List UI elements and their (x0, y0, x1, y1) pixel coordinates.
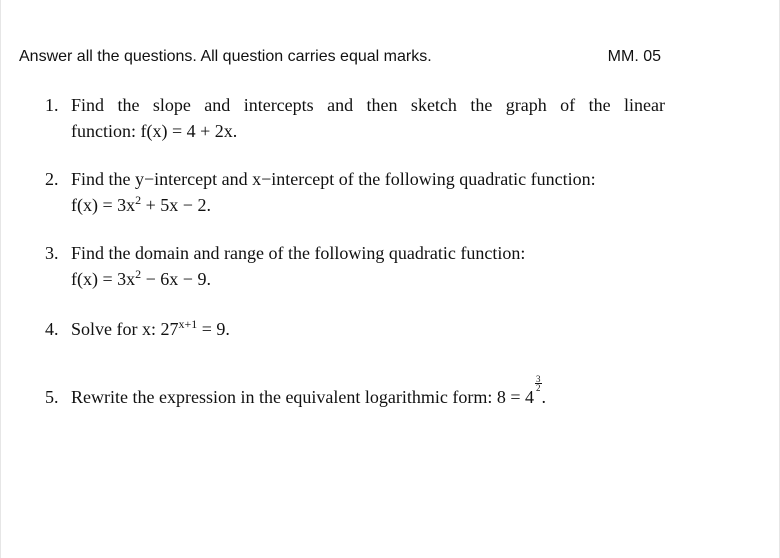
fraction-numerator: 3 (536, 374, 541, 384)
question-2 (45, 166, 596, 218)
equation (45, 192, 596, 218)
equation-start: f(x) = 3x (71, 195, 136, 215)
question-3 (45, 240, 525, 292)
question-text: Find the y−intercept and x−intercept of the following quadratic function: (71, 169, 596, 189)
equation-end: + 5x − 2. (141, 195, 211, 215)
question-number: 4. (45, 319, 59, 339)
exponent: 2 (135, 267, 142, 281)
question-4 (45, 316, 230, 342)
question-text: Find the slope and intercepts and then sketch the graph of the linear (71, 95, 665, 115)
question-number: 3. (45, 243, 59, 263)
equation (45, 266, 525, 292)
question-number: 2. (45, 169, 59, 189)
equation-start: f(x) = 3x (71, 269, 136, 289)
question-number: 1. (45, 95, 59, 115)
question-text-end: . (541, 387, 547, 407)
exponent: x+1 (178, 317, 198, 331)
question-text: Find the domain and range of the following quadratic function: (71, 243, 526, 263)
question-number: 5. (45, 387, 59, 407)
fraction-denominator: 2 (536, 383, 541, 393)
question-text: Rewrite the expression in the equivalent logarithmic form: 8 = 4 (71, 387, 535, 407)
exponent: 2 (135, 193, 142, 207)
instructions-text: Answer all the questions. All question carries equal marks. (19, 48, 432, 65)
question-5 (45, 375, 546, 410)
course-code: MM. 05 (607, 48, 661, 65)
question-1 (45, 92, 665, 144)
question-text: Solve for x: 27 (71, 319, 179, 339)
question-text-line2: function: f(x) = 4 + 2x. (71, 121, 238, 141)
question-text-end: = 9. (197, 319, 230, 339)
equation-end: − 6x − 9. (141, 269, 211, 289)
